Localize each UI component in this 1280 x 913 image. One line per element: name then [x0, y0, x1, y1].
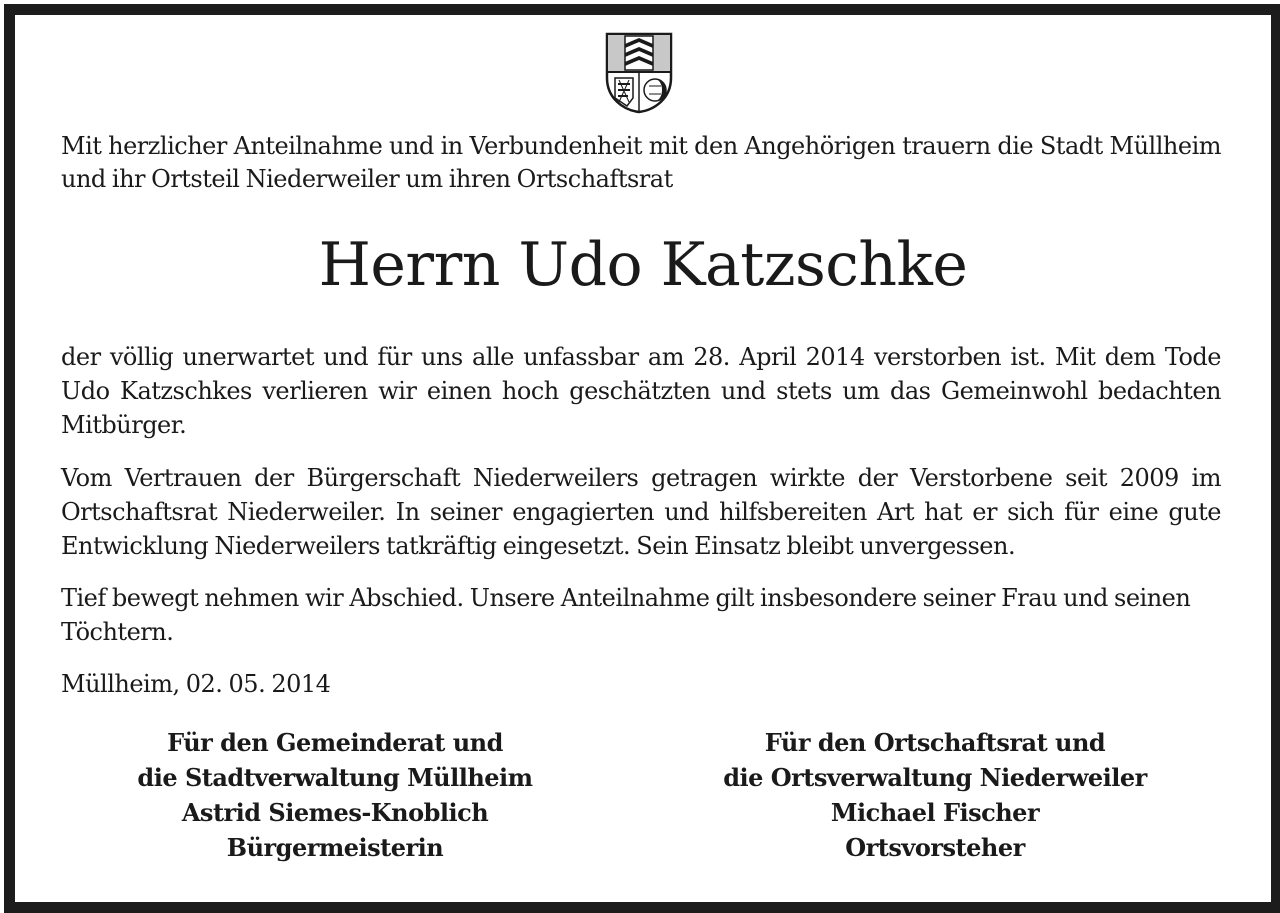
signature-right	[675, 725, 1195, 865]
signature-left	[75, 725, 595, 865]
deceased-name: Herrn Udo Katzschke	[318, 230, 968, 300]
intro-text: Mit herzlicher Anteilnahme und in Verbundenheit mit den Angehörigen trauern die Stadt Müllheim und ihr Ortsteil Niederweiler um ihren Ortschaftsrat	[61, 132, 1221, 193]
place-date: Müllheim, 02. 05. 2014	[61, 670, 331, 698]
signature-right-line1: Für den Ortschaftsrat und	[764, 728, 1106, 757]
signature-left-line1: Für den Gemeinderat und	[167, 728, 503, 757]
signature-right-line2: die Ortsverwaltung Niederweiler	[723, 763, 1147, 792]
signature-left-line2: die Stadtverwaltung Müllheim	[137, 763, 533, 792]
signature-left-person: Astrid Siemes-Knoblich	[181, 798, 489, 827]
paragraph-3: Tief bewegt nehmen wir Abschied. Unsere Anteilnahme gilt insbesondere seiner Frau und seinen Töchtern.	[61, 584, 1191, 646]
obituary-frame	[4, 4, 1280, 913]
coat-of-arms-icon	[605, 32, 673, 114]
paragraph-2: Vom Vertrauen der Bürgerschaft Niederweilers getragen wirkte der Verstorbene seit 2009 im Ortschaftsrat Niederweiler. In seiner engagierten und hilfsbereiten Art hat er sich für eine gute Entwicklung Niederweilers tatkräftig eingesetzt. Sein Einsatz bleibt unvergessen.	[61, 464, 1221, 560]
signature-right-role: Ortsvorsteher	[845, 833, 1025, 862]
paragraph-1: der völlig unerwartet und für uns alle unfassbar am 28. April 2014 verstorben ist. Mit dem Tode Udo Katzschkes verlieren wir einen hoch geschätzten und stets um das Gemeinwohl bedachten Mitbürger.	[61, 343, 1221, 439]
signature-right-person: Michael Fischer	[830, 798, 1040, 827]
signature-left-role: Bürgermeisterin	[226, 833, 444, 862]
